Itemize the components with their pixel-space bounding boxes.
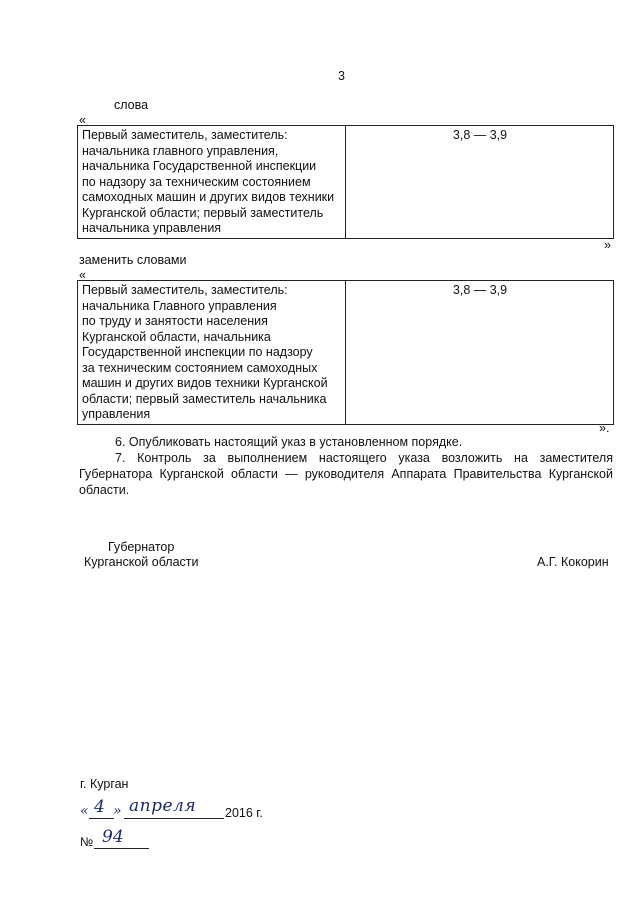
date-year: 2016 г. xyxy=(225,806,263,820)
signature-title-line1: Губернатор xyxy=(108,540,175,554)
old-position-line: начальника управления xyxy=(82,221,222,235)
new-position-cell xyxy=(78,281,346,425)
new-words-label: заменить словами xyxy=(79,253,187,267)
new-position-line: Курганской области, начальника xyxy=(82,329,271,344)
footer-number xyxy=(80,829,170,851)
new-words-table xyxy=(77,280,614,425)
date-open-quote: « xyxy=(80,803,89,819)
date-day: 4 xyxy=(94,797,105,817)
table-row xyxy=(78,126,614,239)
new-position-line: Первый заместитель, заместитель: xyxy=(82,283,288,297)
number-label: № xyxy=(80,835,94,849)
date-month-underline xyxy=(124,818,224,819)
old-position-line: Курганской области; первый заместитель xyxy=(82,205,324,220)
old-open-quote: « xyxy=(79,113,86,127)
page-number: 3 xyxy=(338,69,345,83)
old-close-quote: » xyxy=(604,238,611,252)
table-row xyxy=(78,281,614,425)
signature-name: А.Г. Кокорин xyxy=(537,555,609,569)
new-position-line: по труду и занятости населения xyxy=(82,314,268,328)
new-position-line: машин и других видов техники Курганской xyxy=(82,376,328,390)
old-position-line: самоходных машин и других видов техники xyxy=(82,190,335,204)
footer-city: г. Курган xyxy=(80,777,129,791)
new-close-quote: ». xyxy=(599,421,610,435)
date-day-underline xyxy=(89,818,114,819)
old-value-cell: 3,8 — 3,9 xyxy=(346,126,614,239)
footer-date xyxy=(80,797,280,823)
old-position-line: по надзору за техническим состоянием xyxy=(82,174,311,189)
old-words-table xyxy=(77,125,614,239)
new-position-line: за техническим состоянием самоходных xyxy=(82,360,318,375)
new-open-quote: « xyxy=(79,268,86,282)
item-6: 6. Опубликовать настоящий указ в установленном порядке. xyxy=(115,435,463,449)
new-position-line: начальника Главного управления xyxy=(82,298,277,313)
new-position-line: Государственной инспекции по надзору xyxy=(82,345,313,359)
old-words-label: слова xyxy=(114,98,149,112)
old-position-line: начальника главного управления, xyxy=(82,143,279,158)
new-value-cell: 3,8 — 3,9 xyxy=(346,281,614,425)
signature-title-line2: Курганской области xyxy=(84,555,199,569)
old-position-line: начальника Государственной инспекции xyxy=(82,159,317,173)
number-underline xyxy=(94,848,149,849)
number-value: 94 xyxy=(102,827,124,847)
item-7: 7. Контроль за выполнением настоящего указа возложить на заместителя Губернатора Курганской области — руководителя Аппарата Правительства Курганской области. xyxy=(79,451,613,497)
new-position-line: области; первый заместитель начальника xyxy=(82,391,327,406)
old-position-cell xyxy=(78,126,346,239)
date-month: апреля xyxy=(129,796,197,816)
old-position-line: Первый заместитель, заместитель: xyxy=(82,128,288,142)
new-position-line: управления xyxy=(82,407,151,421)
date-close-quote: » xyxy=(113,803,122,819)
